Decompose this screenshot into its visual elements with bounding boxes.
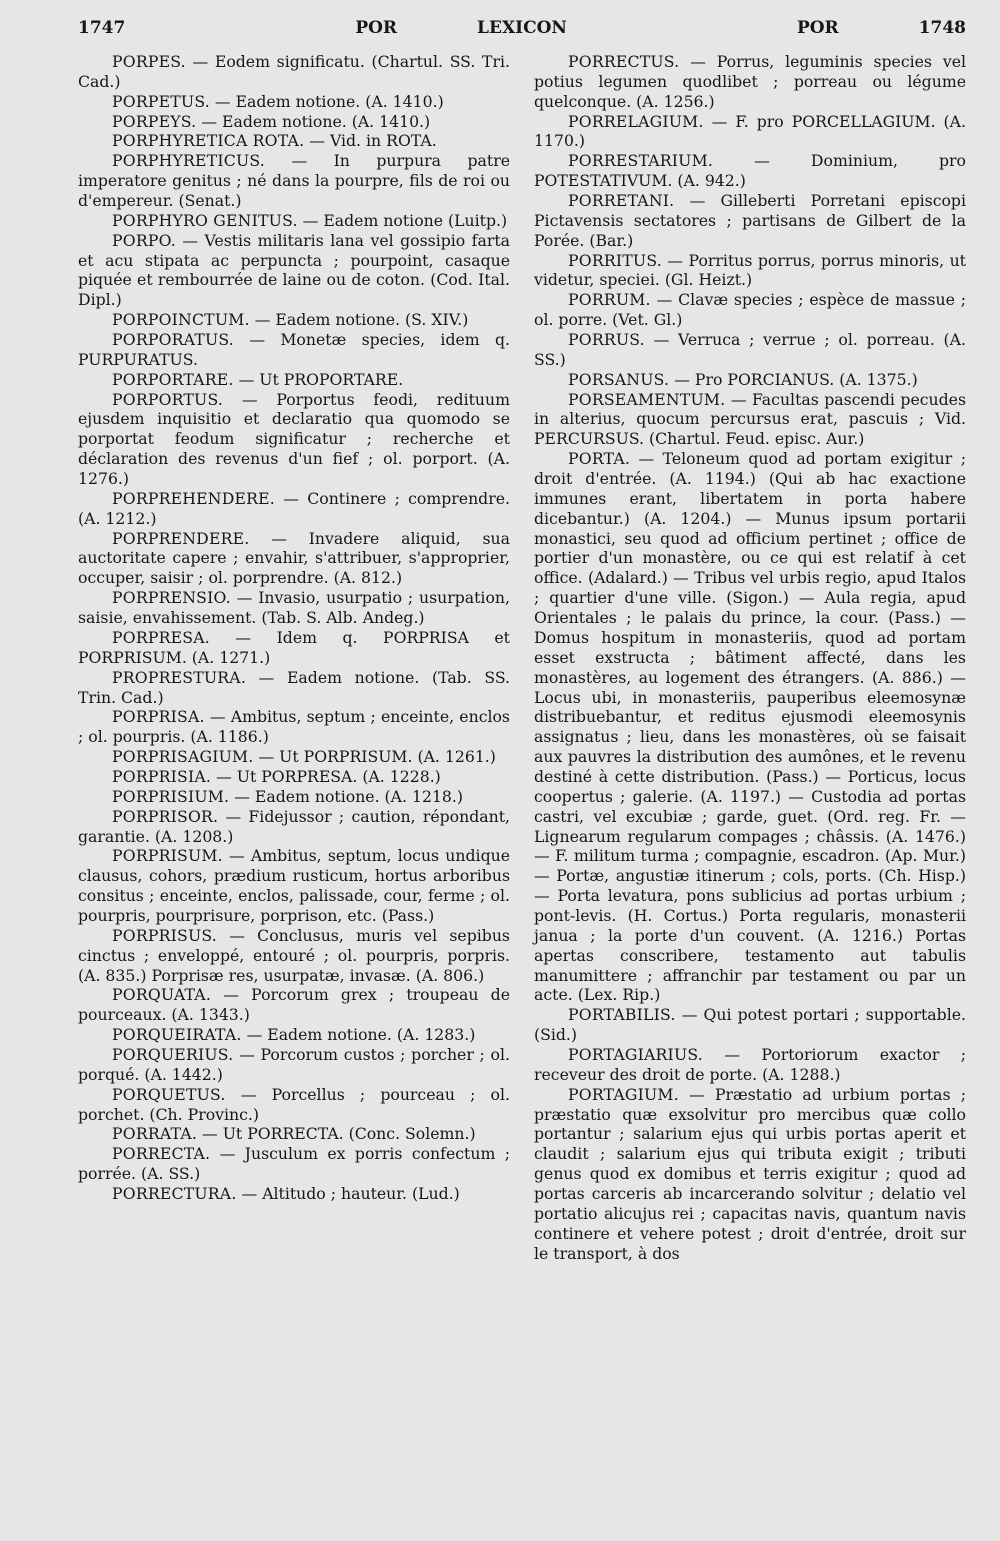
dictionary-entry	[534, 251, 966, 291]
entry-definition: — Porrus, leguminis species vel potius legumen quodlibet ; porreau ou légume quelconque. (A. 1256.)	[534, 52, 966, 111]
entry-headword: PORPORTUS.	[112, 389, 224, 409]
entry-definition: — Vestis militaris lana vel gossipio farta et acu stipata ac perpuncta ; pourpoint, casaque piquée et rembourrée de laine ou de coton. (Cod. Ital. Dipl.)	[78, 230, 510, 310]
entry-headword: PORPRENSIO.	[112, 588, 231, 608]
entry-definition: — Ut PORPRESA. (A. 1228.)	[216, 766, 441, 786]
entry-headword: PORRECTA.	[112, 1144, 211, 1164]
left-page-number: 1747	[78, 18, 126, 38]
dictionary-entry	[534, 449, 966, 1005]
entry-definition: — Ut PORRECTA. (Conc. Solemn.)	[202, 1124, 476, 1144]
entry-definition: — Ut PORPRISUM. (A. 1261.)	[258, 747, 496, 767]
entry-headword: PORPRISUS.	[112, 925, 217, 945]
entry-headword: PORPHYRETICUS.	[112, 151, 265, 171]
dictionary-entry	[78, 985, 510, 1025]
entry-headword: PORPES.	[112, 52, 186, 71]
dictionary-entry	[534, 390, 966, 450]
entry-headword: PORRECTURA.	[112, 1183, 237, 1203]
left-running-word: POR	[355, 18, 398, 38]
dictionary-entry	[78, 926, 510, 986]
entry-definition: — In purpura patre imperatore genitus ; né dans la pourpre, fils de roi ou d'empereur. (Senat.)	[78, 151, 510, 211]
entry-definition: — Porcorum grex ; troupeau de pourceaux. (A. 1343.)	[78, 985, 510, 1025]
entry-definition: — Invadere aliquid, sua auctoritate capere ; envahir, s'attribuer, s'approprier, occuper, saisir ; ol. porprendre. (A. 812.)	[78, 528, 510, 588]
entry-definition: — F. pro PORCELLAGIUM. (A. 1170.)	[534, 111, 966, 151]
entry-headword: PORRECTUS.	[568, 52, 680, 71]
right-column	[534, 52, 966, 1263]
entry-headword: PORQUEIRATA.	[112, 1025, 242, 1045]
entry-definition: — Conclusus, muris vel sepibus cinctus ; enveloppé, entouré ; ol. pourpris, porpris. (A. 835.) Porprisæ res, usurpatæ, invasæ. (A. 806.)	[78, 925, 510, 985]
entry-headword: PORRUM.	[568, 290, 651, 310]
dictionary-entry	[78, 211, 510, 231]
entry-headword: PORRETANI.	[568, 191, 675, 211]
dictionary-entry	[78, 92, 510, 112]
entry-headword: PORRELAGIUM.	[568, 111, 704, 131]
entry-definition: — Eadem notione. (A. 1218.)	[234, 786, 464, 806]
entry-definition: — Monetæ species, idem q. PURPURATUS.	[78, 330, 510, 369]
dictionary-entry	[78, 370, 510, 390]
dictionary-entry	[78, 1124, 510, 1144]
dictionary-entry	[78, 489, 510, 529]
dictionary-entry	[534, 1045, 966, 1085]
entry-definition: — Præstatio ad urbium portas ; præstatio quæ exsolvitur pro mercibus quæ collo portantur ; salarium ejus qui urbis portas aperit et claudit ; salarium ejus qui tributa exigit ; tributi genus quod ex domibus et terris exigitur ; quod ad portas carceris ab incarcerando solvitur ; delatio vel portatio alicujus rei ; capacitas navis, quantum navis continere et vehere potest ; droit d'entrée, droit sur le transport, à dos	[534, 1084, 966, 1263]
entry-definition: — Eodem significatu. (Chartul. SS. Tri. Cad.)	[78, 52, 510, 91]
dictionary-entry	[78, 1144, 510, 1184]
entry-headword: PORPRISUM.	[112, 846, 223, 866]
entry-definition: — Facultas pascendi pecudes in alterius, quocum percursus erat, pascuis ; Vid. PERCURSUS. (Chartul. Feud. episc. Aur.)	[534, 389, 966, 449]
entry-definition: — Ambitus, septum ; enceinte, enclos ; ol. pourpris. (A. 1186.)	[78, 707, 510, 747]
dictionary-entry	[78, 151, 510, 211]
dictionary-entry	[78, 668, 510, 708]
entry-definition: — Dominium, pro POTESTATIVUM. (A. 942.)	[534, 151, 966, 191]
entry-definition: — Gilleberti Porretani episcopi Pictavensis sectatores ; partisans de Gilbert de la Porée. (Bar.)	[534, 191, 966, 250]
entry-definition: — Jusculum ex porris confectum ; porrée. (A. SS.)	[78, 1144, 510, 1184]
entry-headword: PORSEAMENTUM.	[568, 389, 726, 409]
dictionary-entry	[78, 1085, 510, 1125]
dictionary-entry	[534, 191, 966, 251]
dictionary-entry	[78, 628, 510, 668]
entry-headword: PORTA.	[568, 449, 631, 469]
entry-headword: PORPETUS.	[112, 91, 210, 111]
entry-headword: PORPRISAGIUM.	[112, 747, 254, 767]
entry-headword: PORPEYS.	[112, 111, 197, 131]
entry-definition: — Ambitus, septum, locus undique clausus, cohors, prædium rusticum, hortus arboribus consitus ; enceinte, enclos, palissade, cour, ferme ; ol. pourpris, pourprisure, porprison, etc. (Pass.)	[78, 846, 510, 925]
entry-headword: PORPORTARE.	[112, 369, 234, 389]
dictionary-entry	[534, 290, 966, 330]
entry-definition: — Invasio, usurpatio ; usurpation, saisie, envahissement. (Tab. S. Alb. Andeg.)	[78, 588, 510, 628]
dictionary-entry	[534, 52, 966, 112]
right-running-word: POR	[796, 18, 839, 38]
page-header	[78, 18, 966, 46]
entry-definition: — Altitudo ; hauteur. (Lud.)	[241, 1183, 460, 1203]
dictionary-entry	[78, 807, 510, 847]
entry-definition: — Eadem notione. (A. 1410.)	[201, 111, 431, 131]
entry-headword: PORTAGIUM.	[568, 1084, 679, 1104]
entry-definition: — Fidejussor ; caution, répondant, garantie. (A. 1208.)	[78, 806, 510, 846]
dictionary-entry	[78, 131, 510, 151]
dictionary-entry	[78, 112, 510, 132]
left-column	[78, 52, 510, 1263]
dictionary-entry	[78, 588, 510, 628]
entry-definition: — Porcorum custos ; porcher ; ol. porqué. (A. 1442.)	[78, 1044, 510, 1084]
entry-headword: PROPRESTURA.	[112, 667, 247, 687]
entry-headword: PORPRISA.	[112, 707, 205, 727]
entry-definition: — Ut PROPORTARE.	[238, 369, 404, 389]
entry-definition: — Pro PORCIANUS. (A. 1375.)	[674, 369, 918, 389]
dictionary-entry	[78, 1184, 510, 1204]
entry-definition: — Idem q. PORPRISA et PORPRISUM. (A. 1271.)	[78, 627, 510, 667]
entry-definition: — Eadem notione. (A. 1283.)	[246, 1025, 476, 1045]
entry-headword: PORPRENDERE.	[112, 528, 250, 548]
entry-headword: PORPRESA.	[112, 627, 210, 647]
entry-headword: PORRESTARIUM.	[568, 151, 714, 171]
entry-headword: PORSANUS.	[568, 369, 670, 389]
entry-headword: PORPHYRETICA ROTA.	[112, 131, 305, 151]
entry-headword: PORPRISIA.	[112, 766, 212, 786]
entry-headword: PORRITUS.	[568, 250, 662, 270]
dictionary-entry	[78, 846, 510, 925]
running-title: LEXICON	[477, 18, 567, 38]
dictionary-entry	[78, 747, 510, 767]
entry-definition: — Clavæ species ; espèce de massue ; ol. porre. (Vet. Gl.)	[534, 290, 966, 330]
entry-headword: PORPORATUS.	[112, 330, 234, 350]
dictionary-entry	[78, 767, 510, 787]
entry-definition: — Porcellus ; pourceau ; ol. porchet. (Ch. Provinc.)	[78, 1084, 510, 1124]
entry-definition: — Porritus porrus, porrus minoris, ut videtur, speciei. (Gl. Heizt.)	[534, 250, 966, 290]
dictionary-entry	[78, 529, 510, 589]
entry-definition: — Vid. in ROTA.	[309, 131, 437, 151]
entry-headword: PORPOINCTUM.	[112, 310, 250, 330]
entry-headword: PORTABILIS.	[568, 1005, 676, 1025]
dictionary-entry	[78, 310, 510, 330]
entry-definition: — Portoriorum exactor ; receveur des droit de porte. (A. 1288.)	[534, 1044, 966, 1084]
dictionary-entry	[534, 1085, 966, 1264]
entry-headword: PORPHYRO GENITUS.	[112, 210, 298, 230]
entry-headword: PORPO.	[112, 230, 176, 250]
entry-definition: — Qui potest portari ; supportable. (Sid.)	[534, 1005, 966, 1045]
entry-definition: — Verruca ; verrue ; ol. porreau. (A. SS.)	[534, 330, 966, 369]
entry-definition: — Continere ; comprendre. (A. 1212.)	[78, 488, 510, 528]
entry-headword: PORPREHENDERE.	[112, 488, 275, 508]
dictionary-entry	[78, 1045, 510, 1085]
entry-definition: — Eadem notione. (S. XIV.)	[254, 310, 469, 330]
entry-headword: PORRATA.	[112, 1124, 198, 1144]
columns	[78, 52, 966, 1263]
entry-headword: PORQUERIUS.	[112, 1044, 234, 1064]
dictionary-entry	[78, 231, 510, 310]
dictionary-entry	[534, 370, 966, 390]
entry-definition: — Eadem notione. (Tab. SS. Trin. Cad.)	[78, 667, 510, 707]
dictionary-entry	[78, 330, 510, 370]
entry-headword: PORRUS.	[568, 330, 645, 350]
dictionary-entry	[78, 787, 510, 807]
right-page-number: 1748	[918, 18, 966, 38]
entry-definition: — Eadem notione (Luitp.)	[302, 210, 508, 230]
entry-definition: — Eadem notione. (A. 1410.)	[214, 91, 444, 111]
dictionary-entry	[78, 707, 510, 747]
entry-headword: PORPRISIUM.	[112, 786, 230, 806]
entry-definition: — Teloneum quod ad portam exigitur ; droit d'entrée. (A. 1194.) (Qui ab hac exactione immunes erant, libertatem in porta habere dicebantur.) (A. 1204.) — Munus ipsum portarii monastici, seu quod ad officium pertinet ; office de portier d'un monastère, ou ce qui est relatif à cet office. (Adalard.) — Tribus vel urbis regio, apud Italos ; quartier d'une ville. (Sigon.) — Aula regia, apud Orientales ; le palais du prince, la cour. (Pass.) — Domus hospitum in monasteriis, quod ad portam esset exstructa ; bâtiment affecté, dans les monastères, au logement des étrangers. (A. 886.) — Locus ubi, in monasteriis, pauperibus eleemosynæ distribuebantur, et reditus ejusmodi eleemosynis assignatus ; lieu, dans les monastères, où se faisait aux pauvres la distribution des aumônes, et le revenu destiné à cette distribution. (Pass.) — Porticus, locus coopertus ; galerie. (A. 1197.) — Custodia ad portas castri, vel excubiæ ; garde, guet. (Ord. reg. Fr. — Lignearum regularum compages ; châssis. (A. 1476.) — F. militum turma ; compagnie, escadron. (Ap. Mur.) — Portæ, angustiæ itinerum ; cols, ports. (Ch. Hisp.) — Porta levatura, pons sublicius ad portas urbium ; pont-levis. (H. Cortus.) Porta regularis, monasterii janua ; la porte d'un couvent. (A. 1216.) Portas apertas conscribere, testamento aut tabulis manumittere ; affranchir par testament ou par un acte. (Lex. Rip.)	[534, 449, 966, 1005]
dictionary-entry	[78, 390, 510, 489]
dictionary-entry	[534, 112, 966, 152]
entry-headword: PORQUETUS.	[112, 1084, 226, 1104]
entry-headword: PORTAGIARIUS.	[568, 1044, 703, 1064]
dictionary-entry	[78, 1025, 510, 1045]
entry-headword: PORQUATA.	[112, 985, 212, 1005]
dictionary-entry	[534, 1005, 966, 1045]
entry-definition: — Porportus feodi, redituum ejusdem inquisitio et declaratio qua quomodo se porportat feodum significatur ; recherche et déclaration des revenus d'un fief ; ol. porport. (A. 1276.)	[78, 389, 510, 489]
dictionary-entry	[534, 151, 966, 191]
dictionary-entry	[78, 52, 510, 92]
entry-headword: PORPRISOR.	[112, 806, 219, 826]
dictionary-entry	[534, 330, 966, 370]
